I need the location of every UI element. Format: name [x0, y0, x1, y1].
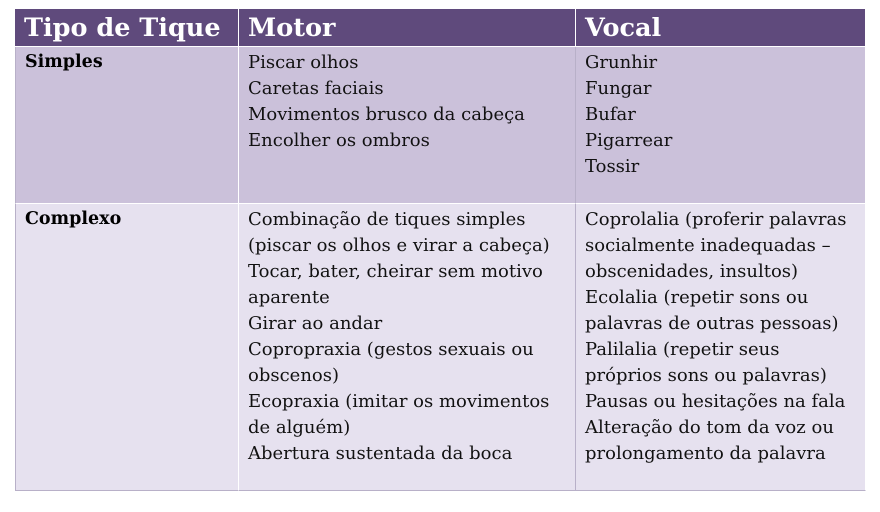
simples-motor-cell	[239, 47, 576, 204]
complexo-motor-line: Girar ao andar	[248, 313, 383, 334]
tic-types-table	[15, 9, 866, 491]
complexo-motor-line: Abertura sustentada da boca	[248, 443, 513, 464]
complexo-motor-line: obscenos)	[248, 365, 340, 386]
complexo-vocal-line: Pausas ou hesitações na fala	[585, 391, 846, 412]
complexo-vocal-cell	[576, 204, 866, 491]
simples-vocal-item: Bufar	[585, 104, 636, 125]
simples-motor-item: Encolher os ombros	[248, 130, 430, 151]
simples-motor-item: Movimentos brusco da cabeça	[248, 104, 525, 125]
header-tipo-de-tique: Tipo de Tique	[15, 9, 239, 47]
complexo-motor-cell	[239, 204, 576, 491]
complexo-motor-line: Copropraxia (gestos sexuais ou	[248, 339, 534, 360]
complexo-motor-line: Ecopraxia (imitar os movimentos	[248, 391, 550, 412]
row-label-complexo: Complexo	[15, 204, 239, 491]
simples-motor-item: Caretas faciais	[248, 78, 384, 99]
complexo-vocal-line: prolongamento da palavra	[585, 443, 826, 464]
complexo-vocal-line: socialmente inadequadas –	[585, 235, 831, 256]
row-label-simples: Simples	[15, 47, 239, 204]
complexo-vocal-line: palavras de outras pessoas)	[585, 313, 839, 334]
simples-vocal-item: Tossir	[585, 156, 640, 177]
complexo-motor-line: de alguém)	[248, 417, 351, 438]
simples-vocal-item: Pigarrear	[585, 130, 673, 151]
simples-vocal-cell	[576, 47, 866, 204]
complexo-vocal-line: Coprolalia (proferir palavras	[585, 209, 847, 230]
simples-vocal-item: Fungar	[585, 78, 652, 99]
complexo-vocal-line: próprios sons ou palavras)	[585, 365, 827, 386]
complexo-vocal-line: obscenidades, insultos)	[585, 261, 799, 282]
complexo-motor-line: aparente	[248, 287, 330, 308]
simples-motor-item: Piscar olhos	[248, 52, 359, 73]
complexo-motor-line: Tocar, bater, cheirar sem motivo	[248, 261, 543, 282]
simples-vocal-item: Grunhir	[585, 52, 658, 73]
header-vocal: Vocal	[576, 9, 866, 47]
complexo-motor-line: (piscar os olhos e virar a cabeça)	[248, 235, 550, 256]
complexo-vocal-line: Ecolalia (repetir sons ou	[585, 287, 809, 308]
complexo-vocal-line: Palilalia (repetir seus	[585, 339, 780, 360]
header-motor: Motor	[239, 9, 576, 47]
complexo-vocal-line: Alteração do tom da voz ou	[585, 417, 834, 438]
complexo-motor-line: Combinação de tiques simples	[248, 209, 526, 230]
